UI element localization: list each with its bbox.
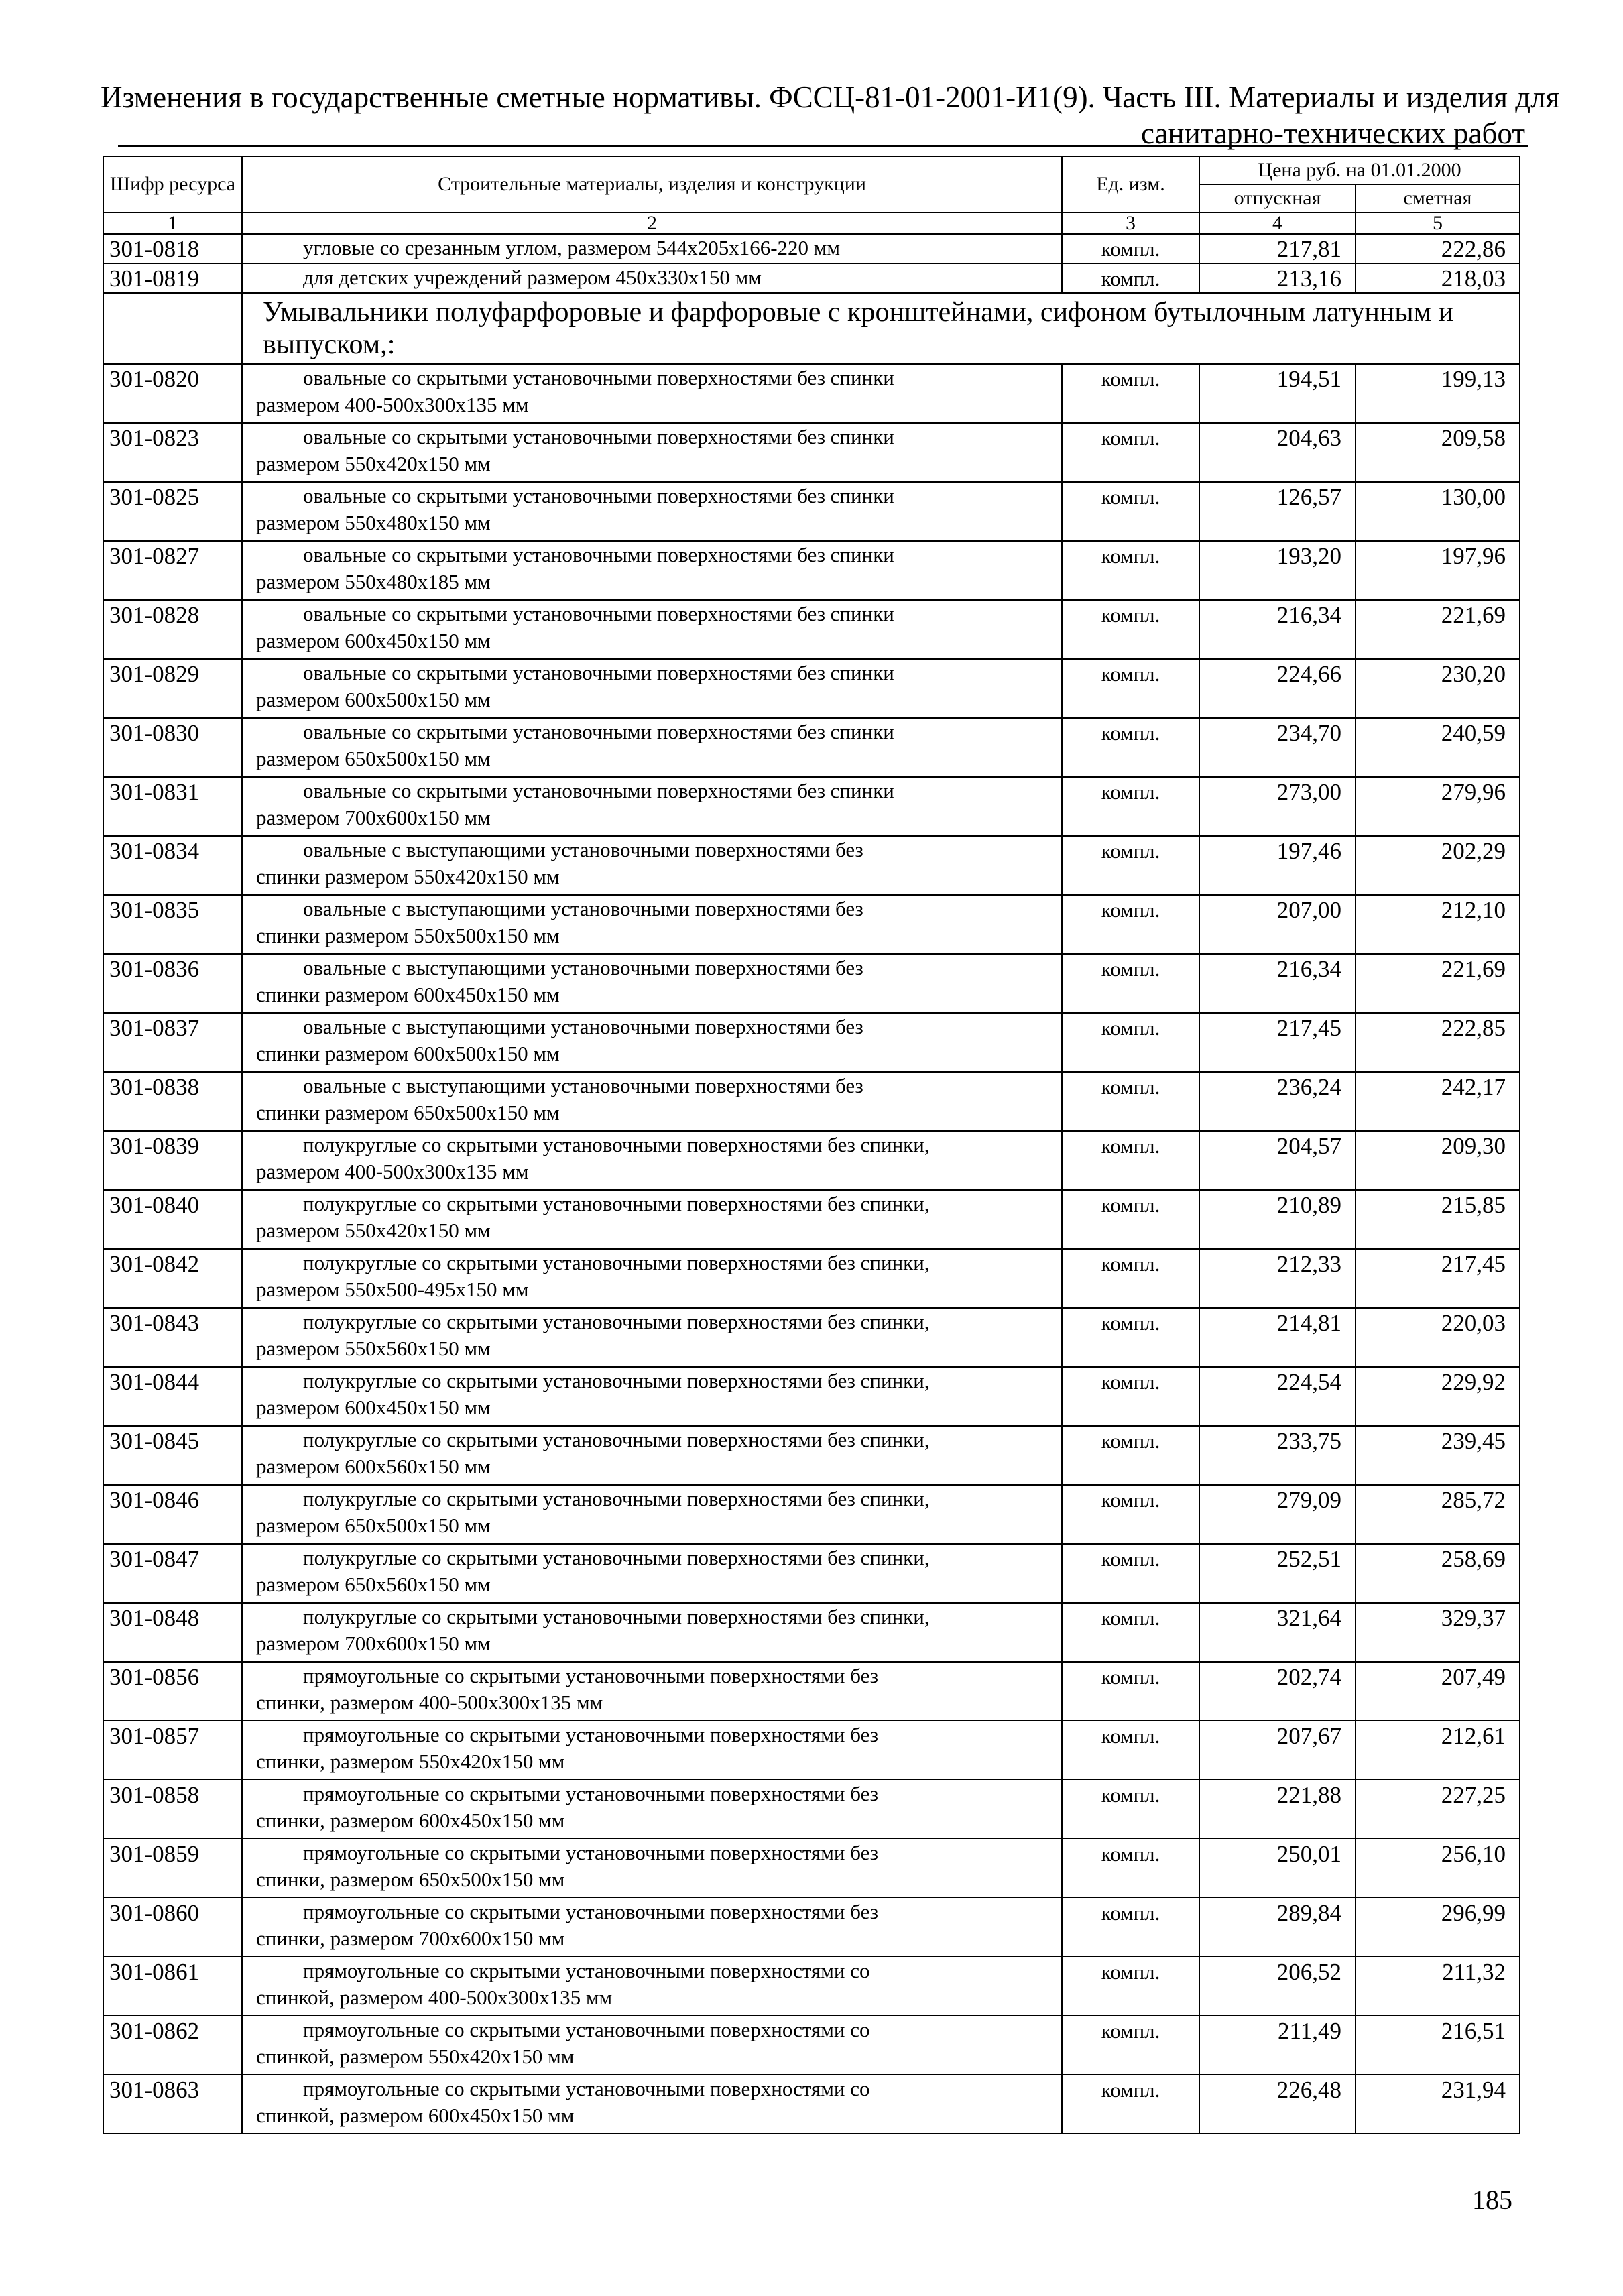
description-line-2: спинкой, размером 600х450х150 мм — [256, 2104, 575, 2127]
table-row — [103, 1426, 1520, 1485]
release-price: 194,51 — [1199, 364, 1356, 423]
table-row — [103, 718, 1520, 777]
release-price: 221,88 — [1199, 1780, 1356, 1839]
estimate-price: 230,20 — [1356, 659, 1520, 718]
description-line-1: овальные с выступающими установочными поверхностями без — [303, 897, 863, 920]
description-line-1: овальные с выступающими установочными поверхностями без — [303, 838, 863, 861]
table-row — [103, 1898, 1520, 1957]
resource-description — [242, 1839, 1062, 1898]
page-header — [101, 79, 1560, 152]
resource-code: 301-0857 — [103, 1721, 242, 1780]
description-line-2: спинки, размером 600х450х150 мм — [256, 1809, 565, 1832]
unit-cell: компл. — [1062, 777, 1199, 836]
resource-code: 301-0845 — [103, 1426, 242, 1485]
release-price: 213,16 — [1199, 263, 1356, 293]
description-line-2: размером 550х420х150 мм — [256, 1219, 491, 1242]
table-row — [103, 2075, 1520, 2134]
resource-code: 301-0860 — [103, 1898, 242, 1957]
unit-cell: компл. — [1062, 1957, 1199, 2016]
description-line-1: полукруглые со скрытыми установочными поверхностями без спинки, — [303, 1605, 930, 1628]
resource-description — [242, 1013, 1062, 1072]
estimate-price: 211,32 — [1356, 1957, 1520, 2016]
resource-code: 301-0847 — [103, 1544, 242, 1603]
table-row — [103, 1485, 1520, 1544]
release-price: 206,52 — [1199, 1957, 1356, 2016]
resource-code: 301-0835 — [103, 895, 242, 954]
table-row — [103, 954, 1520, 1013]
column-number: 2 — [242, 213, 1062, 234]
description-line-2: спинки, размером 400-500х300х135 мм — [256, 1691, 603, 1714]
table-row — [103, 1308, 1520, 1367]
resource-code: 301-0843 — [103, 1308, 242, 1367]
description-line-1: прямоугольные со скрытыми установочными поверхностями без — [303, 1664, 878, 1687]
resource-code: 301-0842 — [103, 1249, 242, 1308]
description-line-2: спинки размером 600х500х150 мм — [256, 1042, 560, 1065]
release-price: 210,89 — [1199, 1190, 1356, 1249]
description-column-header: Строительные материалы, изделия и конструкции — [242, 156, 1062, 213]
release-price: 193,20 — [1199, 541, 1356, 600]
unit-cell: компл. — [1062, 1131, 1199, 1190]
unit-cell: компл. — [1062, 541, 1199, 600]
table-row — [103, 836, 1520, 895]
description-line-1: овальные со скрытыми установочными поверхностями без спинки — [303, 602, 894, 625]
description-line-1: полукруглые со скрытыми установочными поверхностями без спинки, — [303, 1487, 930, 1510]
resource-code: 301-0861 — [103, 1957, 242, 2016]
resource-description — [242, 836, 1062, 895]
release-price: 224,66 — [1199, 659, 1356, 718]
estimate-price: 227,25 — [1356, 1780, 1520, 1839]
estimate-price: 197,96 — [1356, 541, 1520, 600]
estimate-price: 207,49 — [1356, 1662, 1520, 1721]
resource-code: 301-0862 — [103, 2016, 242, 2075]
description-line-1: прямоугольные со скрытыми установочными поверхностями без — [303, 1723, 878, 1746]
description-line-2: размером 650х500х150 мм — [256, 1514, 491, 1537]
description-line-2: размером 700х600х150 мм — [256, 806, 491, 829]
release-price: 217,45 — [1199, 1013, 1356, 1072]
resource-description — [242, 482, 1062, 541]
description-line-1: прямоугольные со скрытыми установочными поверхностями без — [303, 1782, 878, 1805]
table-row — [103, 1839, 1520, 1898]
unit-cell: компл. — [1062, 1426, 1199, 1485]
resource-description — [242, 1544, 1062, 1603]
resource-code: 301-0848 — [103, 1603, 242, 1662]
description-line-2: спинки размером 550х420х150 мм — [256, 865, 560, 888]
resource-description — [242, 1485, 1062, 1544]
resource-code: 301-0829 — [103, 659, 242, 718]
resource-description — [242, 1308, 1062, 1367]
description-line-2: спинки размером 650х500х150 мм — [256, 1101, 560, 1124]
table-row — [103, 2016, 1520, 2075]
resource-description — [242, 1131, 1062, 1190]
unit-cell: компл. — [1062, 263, 1199, 293]
description-line-1: овальные с выступающими установочными поверхностями без — [303, 1015, 863, 1038]
unit-cell: компл. — [1062, 600, 1199, 659]
unit-cell: компл. — [1062, 1898, 1199, 1957]
description-line-2: размером 700х600х150 мм — [256, 1632, 491, 1655]
resource-code: 301-0838 — [103, 1072, 242, 1131]
resource-description — [242, 364, 1062, 423]
release-price: 202,74 — [1199, 1662, 1356, 1721]
release-price: 233,75 — [1199, 1426, 1356, 1485]
estimate-price: 209,58 — [1356, 423, 1520, 482]
estimate-price: 199,13 — [1356, 364, 1520, 423]
resource-code: 301-0820 — [103, 364, 242, 423]
resource-code: 301-0839 — [103, 1131, 242, 1190]
estimate-price: 212,61 — [1356, 1721, 1520, 1780]
table-row — [103, 1367, 1520, 1426]
table-row — [103, 777, 1520, 836]
table-row — [103, 1721, 1520, 1780]
release-price-header: отпускная — [1199, 184, 1356, 213]
resource-code: 301-0844 — [103, 1367, 242, 1426]
resource-code: 301-0823 — [103, 423, 242, 482]
unit-cell: компл. — [1062, 1662, 1199, 1721]
unit-cell: компл. — [1062, 234, 1199, 263]
release-price: 226,48 — [1199, 2075, 1356, 2134]
unit-cell: компл. — [1062, 1013, 1199, 1072]
resource-description — [242, 234, 1062, 263]
column-number: 5 — [1356, 213, 1520, 234]
table-row — [103, 1013, 1520, 1072]
estimate-price: 217,45 — [1356, 1249, 1520, 1308]
description-line-1: овальные со скрытыми установочными поверхностями без спинки — [303, 484, 894, 507]
release-price: 214,81 — [1199, 1308, 1356, 1367]
estimate-price: 209,30 — [1356, 1131, 1520, 1190]
description-line-2: спинкой, размером 400-500х300х135 мм — [256, 1986, 613, 2009]
resource-description — [242, 1603, 1062, 1662]
description-line-1: прямоугольные со скрытыми установочными поверхностями со — [303, 1959, 870, 1982]
resource-description — [242, 1249, 1062, 1308]
price-column-header: Цена руб. на 01.01.2000 — [1199, 156, 1520, 184]
resource-description — [242, 659, 1062, 718]
description-line-1: овальные со скрытыми установочными поверхностями без спинки — [303, 779, 894, 802]
resource-code: 301-0818 — [103, 234, 242, 263]
description-line-1: овальные со скрытыми установочными поверхностями без спинки — [303, 720, 894, 743]
description-line-1: полукруглые со скрытыми установочными поверхностями без спинки, — [303, 1369, 930, 1392]
estimate-price: 216,51 — [1356, 2016, 1520, 2075]
unit-cell: компл. — [1062, 1072, 1199, 1131]
release-price: 234,70 — [1199, 718, 1356, 777]
resource-code: 301-0825 — [103, 482, 242, 541]
resource-description — [242, 777, 1062, 836]
resource-description — [242, 263, 1062, 293]
release-price: 212,33 — [1199, 1249, 1356, 1308]
resource-description — [242, 541, 1062, 600]
release-price: 250,01 — [1199, 1839, 1356, 1898]
description-text: для детских учреждений размером 450х330х150 мм — [303, 265, 762, 289]
resource-description — [242, 1780, 1062, 1839]
release-price: 207,00 — [1199, 895, 1356, 954]
header-title-line-1: Изменения в государственные сметные нормативы. ФССЦ-81-01-2001-И1(9). Часть III. Материалы и изделия для — [101, 80, 1560, 114]
resource-code: 301-0831 — [103, 777, 242, 836]
table-row — [103, 1544, 1520, 1603]
table-row — [103, 423, 1520, 482]
estimate-price: 239,45 — [1356, 1426, 1520, 1485]
unit-cell: компл. — [1062, 2075, 1199, 2134]
column-number-row — [103, 213, 1520, 234]
table-row — [103, 1780, 1520, 1839]
description-line-2: размером 550х420х150 мм — [256, 452, 491, 475]
unit-cell: компл. — [1062, 364, 1199, 423]
unit-cell: компл. — [1062, 423, 1199, 482]
column-number: 3 — [1062, 213, 1199, 234]
estimate-price: 221,69 — [1356, 600, 1520, 659]
table-row — [103, 1131, 1520, 1190]
description-line-2: размером 550х500-495х150 мм — [256, 1278, 529, 1301]
estimate-price: 218,03 — [1356, 263, 1520, 293]
description-line-2: размером 550х480х185 мм — [256, 570, 491, 593]
description-line-2: размером 600х450х150 мм — [256, 629, 491, 652]
unit-cell: компл. — [1062, 1721, 1199, 1780]
table-head-row — [103, 156, 1520, 184]
table-row — [103, 659, 1520, 718]
resource-code: 301-0836 — [103, 954, 242, 1013]
estimate-price: 285,72 — [1356, 1485, 1520, 1544]
unit-column-header: Ед. изм. — [1062, 156, 1199, 213]
unit-cell: компл. — [1062, 1249, 1199, 1308]
description-line-2: спинки, размером 550х420х150 мм — [256, 1750, 565, 1773]
release-price: 273,00 — [1199, 777, 1356, 836]
unit-cell: компл. — [1062, 1485, 1199, 1544]
description-line-2: размером 650х500х150 мм — [256, 747, 491, 770]
resource-description — [242, 895, 1062, 954]
table-row — [103, 234, 1520, 263]
description-line-2: размером 600х450х150 мм — [256, 1396, 491, 1419]
estimate-price: 222,86 — [1356, 234, 1520, 263]
unit-cell: компл. — [1062, 1544, 1199, 1603]
table-row — [103, 895, 1520, 954]
unit-cell: компл. — [1062, 1367, 1199, 1426]
estimate-price: 256,10 — [1356, 1839, 1520, 1898]
group-code-cell — [103, 293, 242, 364]
table-row — [103, 263, 1520, 293]
release-price: 207,67 — [1199, 1721, 1356, 1780]
unit-cell: компл. — [1062, 895, 1199, 954]
description-line-2: размером 600х500х150 мм — [256, 688, 491, 711]
description-line-1: полукруглые со скрытыми установочными поверхностями без спинки, — [303, 1546, 930, 1569]
estimate-price: 212,10 — [1356, 895, 1520, 954]
resource-code: 301-0863 — [103, 2075, 242, 2134]
column-number: 1 — [103, 213, 242, 234]
group-title: Умывальники полуфарфоровые и фарфоровые с кронштейнами, сифоном бутылочным латунным и выпуском,: — [242, 293, 1520, 364]
description-line-1: прямоугольные со скрытыми установочными поверхностями без — [303, 1841, 878, 1864]
release-price: 236,24 — [1199, 1072, 1356, 1131]
description-line-1: овальные с выступающими установочными поверхностями без — [303, 956, 863, 979]
group-heading-row — [103, 293, 1520, 364]
table-row — [103, 541, 1520, 600]
description-line-2: спинки размером 550х500х150 мм — [256, 924, 560, 947]
description-line-1: полукруглые со скрытыми установочными поверхностями без спинки, — [303, 1251, 930, 1274]
header-title-line-2: санитарно-технических работ — [1141, 117, 1525, 150]
estimate-price: 258,69 — [1356, 1544, 1520, 1603]
table-row — [103, 1249, 1520, 1308]
page-number: 185 — [1472, 2185, 1512, 2215]
release-price: 204,63 — [1199, 423, 1356, 482]
table-row — [103, 1957, 1520, 2016]
estimate-price: 240,59 — [1356, 718, 1520, 777]
estimate-price: 130,00 — [1356, 482, 1520, 541]
description-line-1: полукруглые со скрытыми установочными поверхностями без спинки, — [303, 1133, 930, 1156]
description-line-2: размером 650х560х150 мм — [256, 1573, 491, 1596]
unit-cell: компл. — [1062, 1308, 1199, 1367]
release-price: 217,81 — [1199, 234, 1356, 263]
table-row — [103, 1603, 1520, 1662]
unit-cell: компл. — [1062, 1780, 1199, 1839]
unit-cell: компл. — [1062, 1839, 1199, 1898]
estimate-price: 221,69 — [1356, 954, 1520, 1013]
unit-cell: компл. — [1062, 1190, 1199, 1249]
unit-cell: компл. — [1062, 659, 1199, 718]
unit-cell: компл. — [1062, 718, 1199, 777]
estimate-price: 279,96 — [1356, 777, 1520, 836]
estimate-price: 215,85 — [1356, 1190, 1520, 1249]
description-line-1: полукруглые со скрытыми установочными поверхностями без спинки, — [303, 1310, 930, 1333]
unit-cell: компл. — [1062, 954, 1199, 1013]
description-line-2: размером 600х560х150 мм — [256, 1455, 491, 1478]
resource-description — [242, 423, 1062, 482]
description-line-1: овальные с выступающими установочными поверхностями без — [303, 1074, 863, 1097]
description-line-2: спинкой, размером 550х420х150 мм — [256, 2045, 575, 2068]
description-line-1: овальные со скрытыми установочными поверхностями без спинки — [303, 661, 894, 684]
release-price: 216,34 — [1199, 600, 1356, 659]
unit-cell: компл. — [1062, 1603, 1199, 1662]
description-line-1: полукруглые со скрытыми установочными поверхностями без спинки, — [303, 1192, 930, 1215]
unit-cell: компл. — [1062, 2016, 1199, 2075]
unit-cell: компл. — [1062, 836, 1199, 895]
description-line-2: спинки размером 600х450х150 мм — [256, 983, 560, 1006]
resource-description — [242, 1721, 1062, 1780]
table-row — [103, 1662, 1520, 1721]
table-row — [103, 1190, 1520, 1249]
resource-description — [242, 718, 1062, 777]
resource-code: 301-0827 — [103, 541, 242, 600]
description-line-1: полукруглые со скрытыми установочными поверхностями без спинки, — [303, 1428, 930, 1451]
resource-description — [242, 600, 1062, 659]
resource-description — [242, 1426, 1062, 1485]
unit-cell: компл. — [1062, 482, 1199, 541]
resource-description — [242, 1072, 1062, 1131]
resource-code: 301-0830 — [103, 718, 242, 777]
estimate-price: 296,99 — [1356, 1898, 1520, 1957]
estimate-price: 329,37 — [1356, 1603, 1520, 1662]
resource-code: 301-0834 — [103, 836, 242, 895]
resource-description — [242, 1662, 1062, 1721]
release-price: 126,57 — [1199, 482, 1356, 541]
estimate-price: 222,85 — [1356, 1013, 1520, 1072]
description-line-1: овальные со скрытыми установочными поверхностями без спинки — [303, 425, 894, 448]
table-row — [103, 1072, 1520, 1131]
table-body — [103, 156, 1520, 2134]
materials-price-table — [103, 156, 1520, 2134]
description-line-1: прямоугольные со скрытыми установочными поверхностями без — [303, 1900, 878, 1923]
description-line-1: прямоугольные со скрытыми установочными поверхностями со — [303, 2077, 870, 2100]
release-price: 279,09 — [1199, 1485, 1356, 1544]
resource-code: 301-0828 — [103, 600, 242, 659]
description-line-2: спинки, размером 650х500х150 мм — [256, 1868, 565, 1891]
estimate-price: 231,94 — [1356, 2075, 1520, 2134]
estimate-price: 242,17 — [1356, 1072, 1520, 1131]
column-number: 4 — [1199, 213, 1356, 234]
description-text: угловые со срезанным углом, размером 544х205х166-220 мм — [303, 236, 841, 259]
table-row — [103, 600, 1520, 659]
table-row — [103, 482, 1520, 541]
resource-description — [242, 1190, 1062, 1249]
estimate-price-header: сметная — [1356, 184, 1520, 213]
resource-code: 301-0846 — [103, 1485, 242, 1544]
resource-description — [242, 1367, 1062, 1426]
release-price: 289,84 — [1199, 1898, 1356, 1957]
release-price: 224,54 — [1199, 1367, 1356, 1426]
description-line-2: размером 400-500х300х135 мм — [256, 393, 529, 416]
resource-description — [242, 2075, 1062, 2134]
resource-code: 301-0819 — [103, 263, 242, 293]
resource-code: 301-0858 — [103, 1780, 242, 1839]
code-column-header: Шифр ресурса — [103, 156, 242, 213]
release-price: 252,51 — [1199, 1544, 1356, 1603]
description-line-1: овальные со скрытыми установочными поверхностями без спинки — [303, 543, 894, 566]
description-line-1: овальные со скрытыми установочными поверхностями без спинки — [303, 366, 894, 389]
resource-description — [242, 2016, 1062, 2075]
resource-description — [242, 1898, 1062, 1957]
release-price: 204,57 — [1199, 1131, 1356, 1190]
resource-code: 301-0837 — [103, 1013, 242, 1072]
release-price: 321,64 — [1199, 1603, 1356, 1662]
estimate-price: 202,29 — [1356, 836, 1520, 895]
description-line-2: размером 550х560х150 мм — [256, 1337, 491, 1360]
description-line-2: размером 550х480х150 мм — [256, 511, 491, 534]
release-price: 211,49 — [1199, 2016, 1356, 2075]
resource-code: 301-0840 — [103, 1190, 242, 1249]
release-price: 197,46 — [1199, 836, 1356, 895]
description-line-1: прямоугольные со скрытыми установочными поверхностями со — [303, 2018, 870, 2041]
estimate-price: 220,03 — [1356, 1308, 1520, 1367]
description-line-2: размером 400-500х300х135 мм — [256, 1160, 529, 1183]
resource-code: 301-0856 — [103, 1662, 242, 1721]
header-rule — [118, 145, 1528, 147]
table-row — [103, 364, 1520, 423]
resource-description — [242, 1957, 1062, 2016]
estimate-price: 229,92 — [1356, 1367, 1520, 1426]
resource-description — [242, 954, 1062, 1013]
description-line-2: спинки, размером 700х600х150 мм — [256, 1927, 565, 1950]
resource-code: 301-0859 — [103, 1839, 242, 1898]
release-price: 216,34 — [1199, 954, 1356, 1013]
